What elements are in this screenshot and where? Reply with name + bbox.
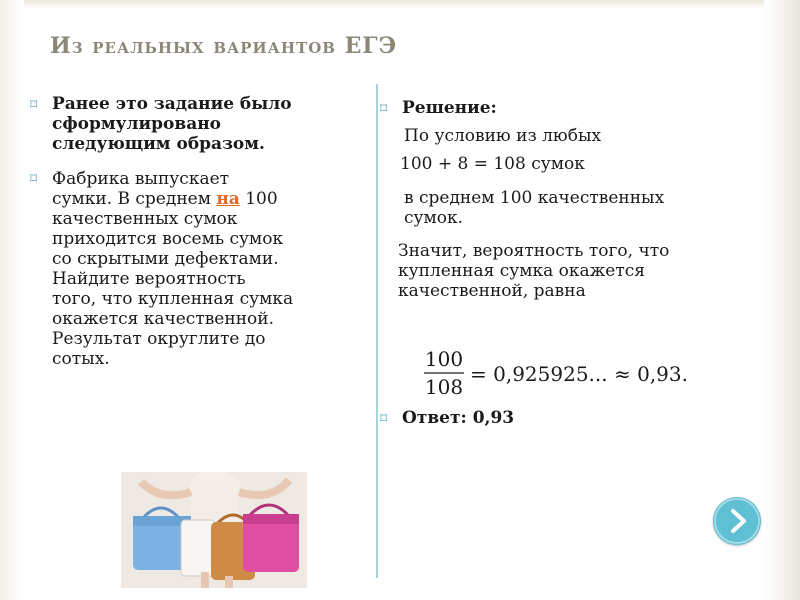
bullet-icon: ⌑ [30,97,38,113]
bullet-icon: ⌑ [30,171,38,187]
bullet-icon: ⌑ [380,411,388,427]
solution-heading: Решение: [402,98,497,118]
slide-top-frame [0,0,800,10]
task-text-part2: 100 качественных сумок приходится восемь сумок со скрытыми дефектами. Найдите вероятность того, что купленная сумка окажется качественной. Результат округлите до сотых. [52,189,294,369]
task-text-part1: Фабрика выпускает сумки. В среднем [52,169,230,209]
column-divider [376,84,378,578]
next-arrow-icon [713,497,761,545]
handbags-illustration [121,472,307,588]
intro-text: Ранее это задание было сформулировано следующим образом. [52,94,292,154]
solution-line-2: 100 + 8 = 108 сумок [400,154,585,174]
slide-title: Из реальных вариантов ЕГЭ [50,33,398,59]
formula-denominator: 108 [424,375,464,399]
handbags-photo [121,472,307,588]
probability-formula [420,344,720,404]
next-slide-button[interactable] [713,497,761,545]
task-text [52,169,352,369]
solution-line-4: Значит, вероятность того, что купленная сумка окажется качественной, равна [398,241,670,301]
slide-right-frame [764,0,800,600]
bullet-icon: ⌑ [380,101,388,117]
formula-numerator: 100 [424,347,464,371]
solution-line-1: По условию из любых [404,126,602,146]
solution-line-3: в среднем 100 качественных сумок. [404,188,665,228]
task-text-highlight: на [216,189,240,209]
answer-text: Ответ: 0,93 [402,408,515,428]
formula-result: = 0,925925... ≈ 0,93. [470,362,688,386]
slide-left-frame [0,0,24,600]
